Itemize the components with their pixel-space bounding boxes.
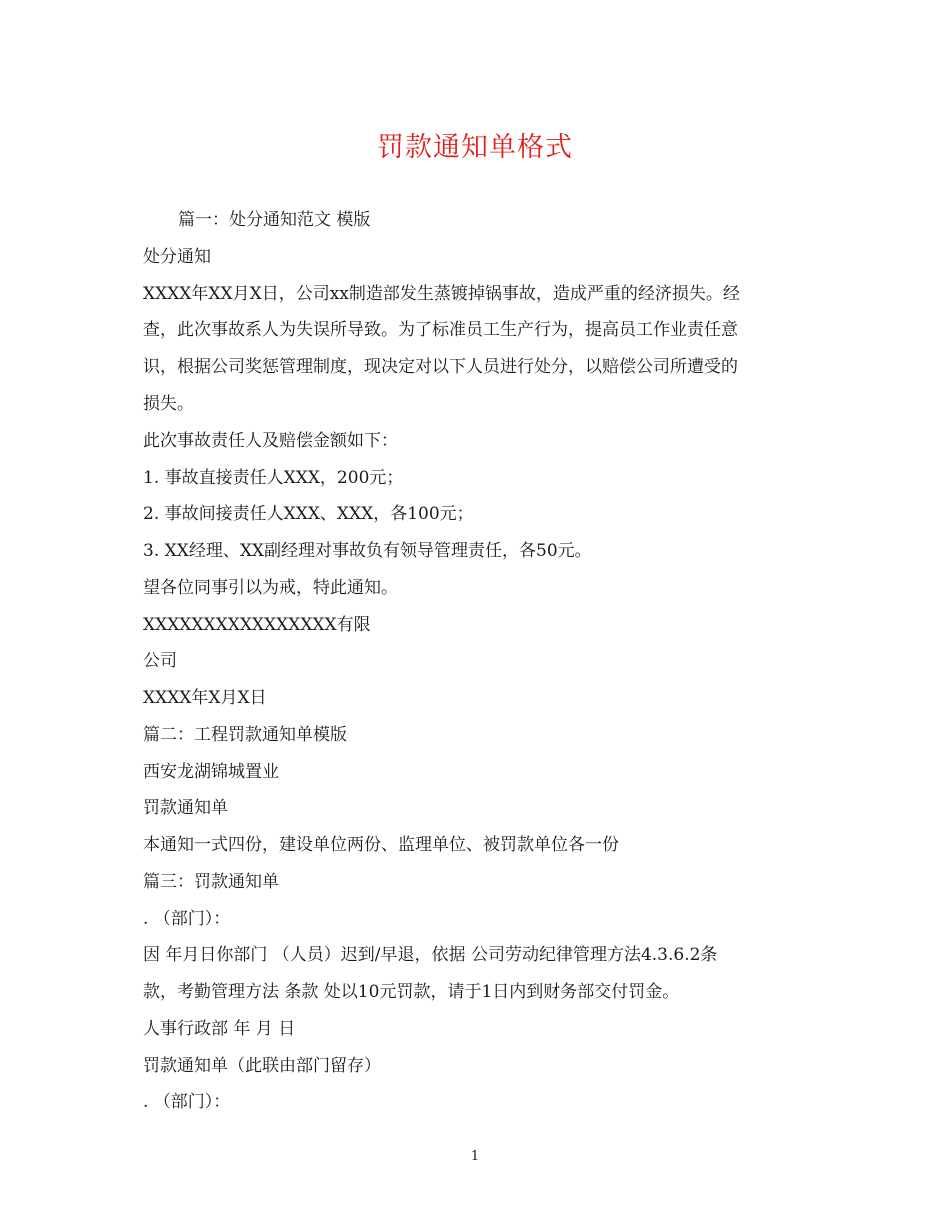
paragraph-line: XXXX年XX月X日，公司xx制造部发生蒸镀掉锅事故，造成严重的经济损失。经 [143,284,740,304]
document-title: 罚款通知单格式 [377,132,573,163]
text-line: 罚款通知单 [143,798,228,818]
page-number: 1 [470,1149,480,1164]
list-item: 1. 事故直接责任人XXX，200元； [143,468,404,488]
text-line: 望各位同事引以为戒，特此通知。 [143,578,398,598]
paragraph-line: 查，此次事故系人为失误所导致。为了标准员工生产行为，提高员工作业责任意 [143,320,738,340]
text-line: 本通知一式四份，建设单位两份、监理单位、被罚款单位各一份 [143,835,619,855]
paragraph-line: 款，考勤管理方法 条款 处以10元罚款，请于1日内到财务部交付罚金。 [143,982,680,1002]
list-item: 2. 事故间接责任人XXX、XXX，各100元； [143,504,474,524]
text-line: 西安龙湖锦城置业 [143,762,279,782]
paragraph-line: 因 年月日你部门 （人员）迟到/早退，依据 公司劳动纪律管理方法4.3.6.2条 [143,945,718,965]
text-line: 罚款通知单（此联由部门留存） [143,1056,381,1076]
paragraph-line: 识，根据公司奖惩管理制度，现决定对以下人员进行处分，以赔偿公司所遭受的 [143,357,738,377]
section-heading-3: 篇三：罚款通知单 [143,872,279,892]
paragraph-line: 损失。 [143,394,194,414]
list-item: 3. XX经理、XX副经理对事故负有领导管理责任，各50元。 [143,541,592,561]
text-line: . （部门）： [143,1092,231,1112]
signature-line: 人事行政部 年 月 日 [143,1019,296,1039]
company-name-cont: 公司 [143,651,177,671]
section-heading-1: 篇一：处分通知范文 模版 [178,210,371,230]
text-line: 处分通知 [143,247,211,267]
company-name: XXXXXXXXXXXXXXXX有限 [143,615,371,635]
text-line: 此次事故责任人及赔偿金额如下： [143,431,398,451]
date-line: XXXX年X月X日 [143,688,267,708]
section-heading-2: 篇二：工程罚款通知单模版 [143,725,347,745]
text-line: . （部门）： [143,909,231,929]
